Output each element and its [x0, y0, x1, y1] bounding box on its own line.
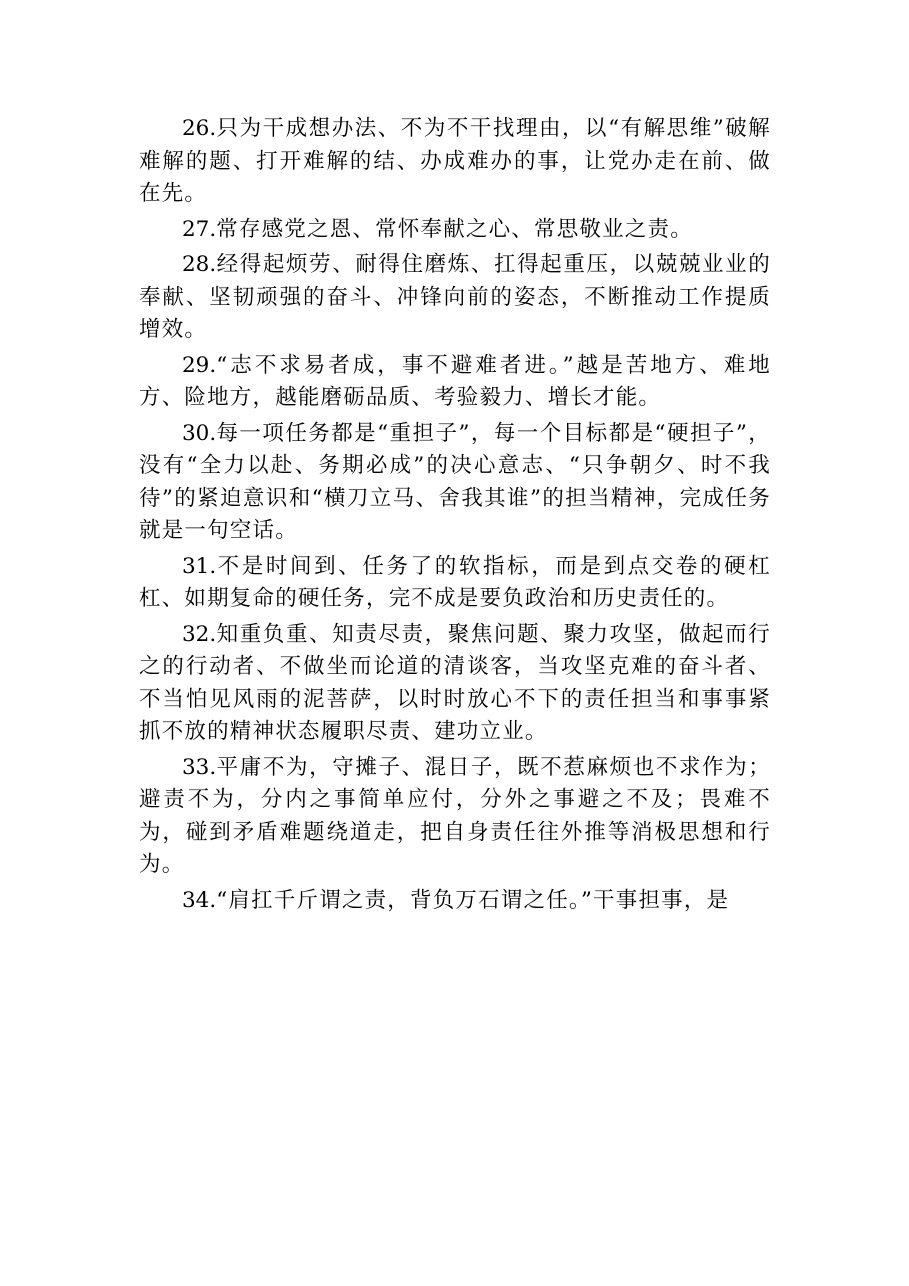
- paragraph-33: [139, 752, 771, 882]
- paragraph-text: “志不求易者成，事不避难者进。”越是苦地方、难地方、险地方，越能磨砺品质、考验毅力、增长才能。: [139, 352, 771, 410]
- paragraph-text: 不是时间到、任务了的软指标，而是到点交卷的硬杠杠、如期复命的硬任务，完不成是要负政治和历史责任的。: [139, 553, 771, 611]
- paragraph-text: 知重负重、知责尽责，聚焦问题、聚力攻坚，做起而行之的行动者、不做坐而论道的清谈客，当攻坚克难的奋斗者、不当怕见风雨的泥菩萨，以时时放心不下的责任担当和事事紧抓不放的精神状态履职尽责、建功立业。: [139, 621, 771, 744]
- paragraph-34: [139, 885, 771, 918]
- paragraph-26: [139, 113, 771, 211]
- paragraph-number: 33.: [182, 754, 217, 780]
- paragraph-text: 只为干成想办法、不为不干找理由，以“有解思维”破解难解的题、打开难解的结、办成难办的事，让党办走在前、做在先。: [139, 116, 771, 206]
- document-body: [139, 113, 771, 920]
- paragraph-31: [139, 551, 771, 616]
- paragraph-number: 32.: [182, 621, 217, 647]
- paragraph-number: 26.: [182, 116, 217, 141]
- paragraph-28: [139, 249, 771, 347]
- paragraph-text: 常存感党之恩、常怀奉献之心、常思敬业之责。: [216, 216, 693, 242]
- paragraph-number: 29.: [182, 352, 217, 378]
- paragraph-30: [139, 418, 771, 548]
- paragraph-text: 平庸不为，守摊子、混日子，既不惹麻烦也不求作为；避责不为，分内之事简单应付，分外之事避之不及；畏难不为，碰到矛盾难题绕道走，把自身责任往外推等消极思想和行为。: [139, 754, 771, 877]
- paragraph-number: 31.: [182, 553, 217, 579]
- paragraph-number: 27.: [182, 216, 217, 242]
- paragraph-29: [139, 350, 771, 415]
- paragraph-32: [139, 619, 771, 749]
- paragraph-text: 每一项任务都是“重担子”，每一个目标都是“硬担子”，没有“全力以赴、务期必成”的决心意志、“只争朝夕、时不我待”的紧迫意识和“横刀立马、舍我其谁”的担当精神，完成任务就是一句空话。: [139, 420, 771, 543]
- paragraph-text: “肩扛千斤谓之责，背负万石谓之任。”干事担事，是: [216, 887, 730, 913]
- paragraph-27: [139, 214, 771, 247]
- paragraph-text: 经得起烦劳、耐得住磨炼、扛得起重压，以兢兢业业的奉献、坚韧顽强的奋斗、冲锋向前的姿态，不断推动工作提质增效。: [139, 252, 771, 342]
- paragraph-number: 30.: [182, 420, 217, 446]
- paragraph-number: 34.: [182, 887, 217, 913]
- paragraph-number: 28.: [182, 252, 217, 277]
